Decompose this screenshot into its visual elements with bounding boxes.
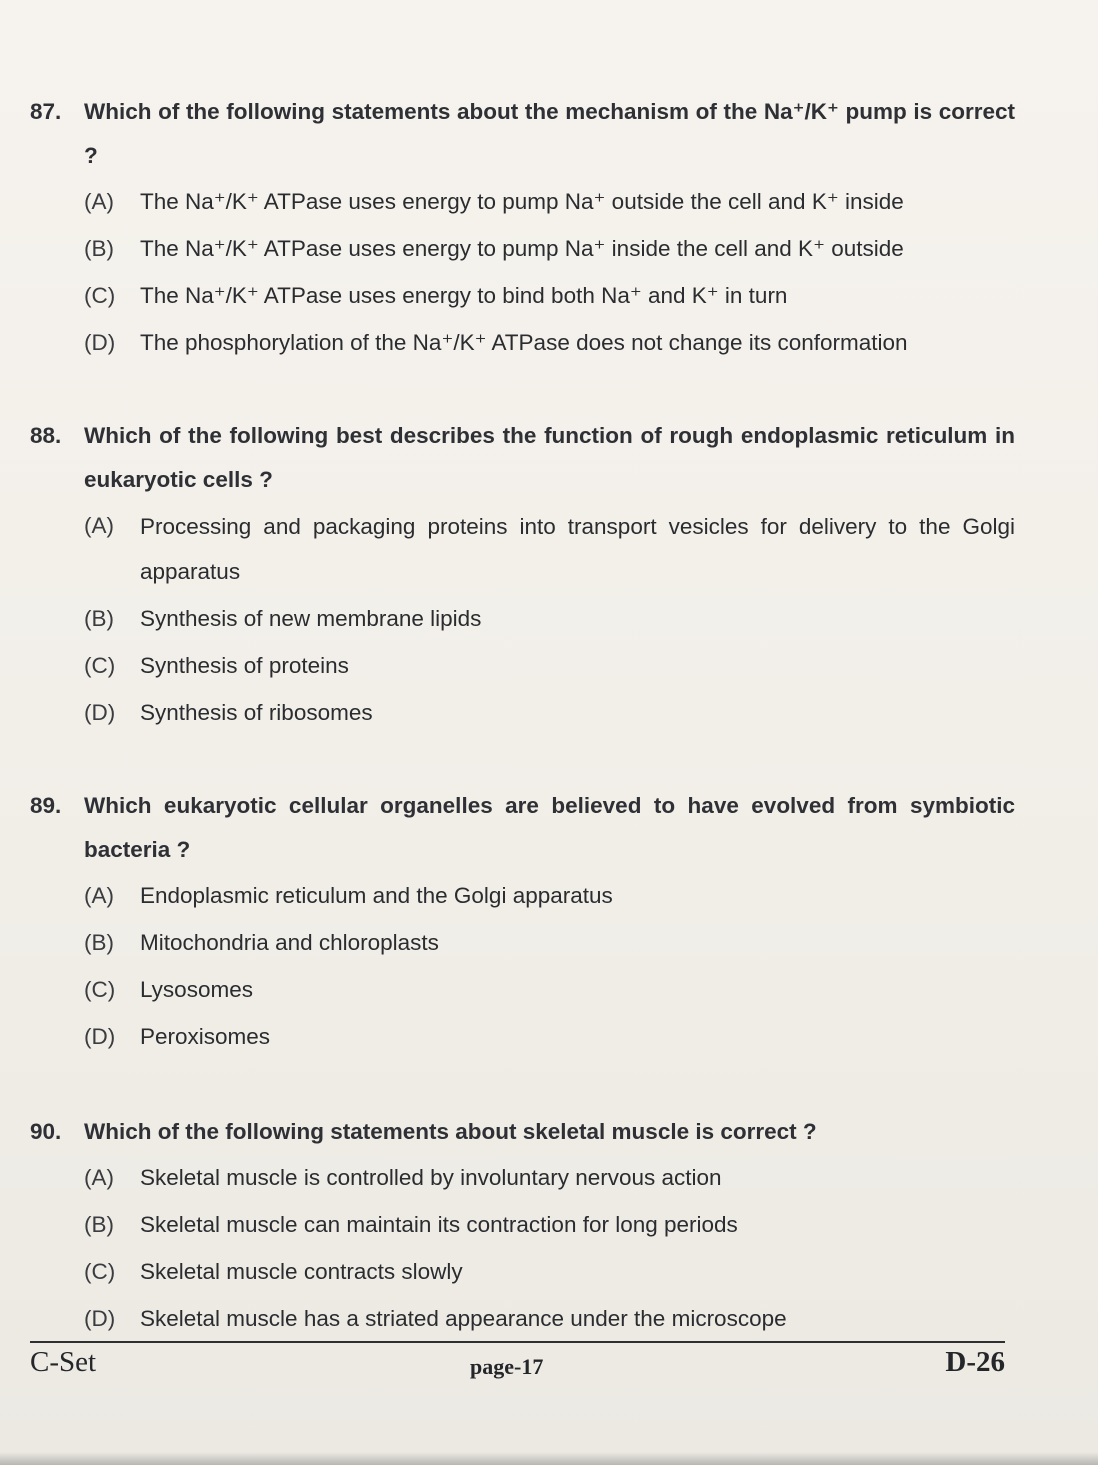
option-list xyxy=(84,1156,1015,1341)
page-number: page-17 xyxy=(470,1354,544,1379)
question-text: Which of the following statements about skeletal muscle is correct ? xyxy=(84,1119,817,1144)
option-text: The Na⁺/K⁺ ATPase uses energy to bind both Na⁺ and K⁺ in turn xyxy=(140,283,788,308)
option-d xyxy=(84,1297,1015,1341)
option-text: Skeletal muscle contracts slowly xyxy=(140,1259,463,1284)
question-stem xyxy=(30,1110,1015,1154)
question-88 xyxy=(30,414,1015,738)
option-a xyxy=(84,180,1015,224)
option-b xyxy=(84,227,1015,271)
option-c xyxy=(84,644,1015,688)
option-d xyxy=(84,1015,1015,1059)
option-label: (C) xyxy=(84,1259,116,1284)
question-number: 90. xyxy=(30,1119,62,1144)
option-list xyxy=(84,874,1015,1059)
set-label: C-Set xyxy=(30,1346,97,1378)
option-list xyxy=(84,504,1015,735)
option-c xyxy=(84,274,1015,318)
question-text: Which of the following best describes the function of rough endoplasmic reticulum in eukaryotic cells ? xyxy=(84,423,1015,492)
option-label: (A) xyxy=(84,189,114,214)
option-text: Processing and packaging proteins into transport vesicles for delivery to the Golgi apparatus xyxy=(140,514,1015,584)
option-label: (D) xyxy=(84,330,116,355)
option-label: (B) xyxy=(84,1212,114,1237)
option-text: The Na⁺/K⁺ ATPase uses energy to pump Na⁺ inside the cell and K⁺ outside xyxy=(140,236,904,261)
option-label: (C) xyxy=(84,653,116,678)
option-d xyxy=(84,691,1015,735)
option-c xyxy=(84,968,1015,1012)
option-label: (B) xyxy=(84,236,114,261)
question-stem xyxy=(30,784,1015,872)
question-text: Which eukaryotic cellular organelles are believed to have evolved from symbiotic bacteria ? xyxy=(84,793,1015,862)
option-b xyxy=(84,1203,1015,1247)
option-label: (A) xyxy=(84,883,114,908)
page-footer xyxy=(30,1346,1005,1386)
option-text: The phosphorylation of the Na⁺/K⁺ ATPase does not change its conformation xyxy=(140,330,908,355)
option-text: Synthesis of new membrane lipids xyxy=(140,606,482,631)
option-label: (B) xyxy=(84,606,114,631)
question-number: 87. xyxy=(30,99,62,124)
option-label: (D) xyxy=(84,1306,116,1331)
option-a xyxy=(84,1156,1015,1200)
option-list xyxy=(84,180,1015,365)
option-text: Skeletal muscle can maintain its contraction for long periods xyxy=(140,1212,738,1237)
option-label: (C) xyxy=(84,977,116,1002)
question-text: Which of the following statements about the mechanism of the Na⁺/K⁺ pump is correct ? xyxy=(84,99,1015,168)
option-a xyxy=(84,504,1015,594)
option-text: The Na⁺/K⁺ ATPase uses energy to pump Na⁺ outside the cell and K⁺ inside xyxy=(140,189,904,214)
question-number: 88. xyxy=(30,423,62,448)
option-label: (D) xyxy=(84,700,116,725)
question-89 xyxy=(30,784,1015,1062)
question-90 xyxy=(30,1110,1015,1344)
question-stem xyxy=(30,90,1015,178)
option-text: Peroxisomes xyxy=(140,1024,271,1049)
footer-divider xyxy=(30,1341,1005,1343)
question-87 xyxy=(30,90,1015,368)
option-b xyxy=(84,597,1015,641)
option-text: Skeletal muscle is controlled by involuntary nervous action xyxy=(140,1165,722,1190)
option-text: Synthesis of ribosomes xyxy=(140,700,373,725)
page-edge-shadow xyxy=(0,1452,1098,1465)
option-label: (B) xyxy=(84,930,114,955)
option-text: Synthesis of proteins xyxy=(140,653,349,678)
option-b xyxy=(84,921,1015,965)
option-text: Lysosomes xyxy=(140,977,253,1002)
option-text: Endoplasmic reticulum and the Golgi apparatus xyxy=(140,883,613,908)
option-text: Skeletal muscle has a striated appearance under the microscope xyxy=(140,1306,787,1331)
option-c xyxy=(84,1250,1015,1294)
option-label: (A) xyxy=(84,513,114,538)
option-a xyxy=(84,874,1015,918)
option-label: (A) xyxy=(84,1165,114,1190)
option-label: (C) xyxy=(84,283,116,308)
question-stem xyxy=(30,414,1015,502)
booklet-code: D-26 xyxy=(945,1346,1005,1378)
option-d xyxy=(84,321,1015,365)
option-text: Mitochondria and chloroplasts xyxy=(140,930,439,955)
question-number: 89. xyxy=(30,793,62,818)
option-label: (D) xyxy=(84,1024,116,1049)
